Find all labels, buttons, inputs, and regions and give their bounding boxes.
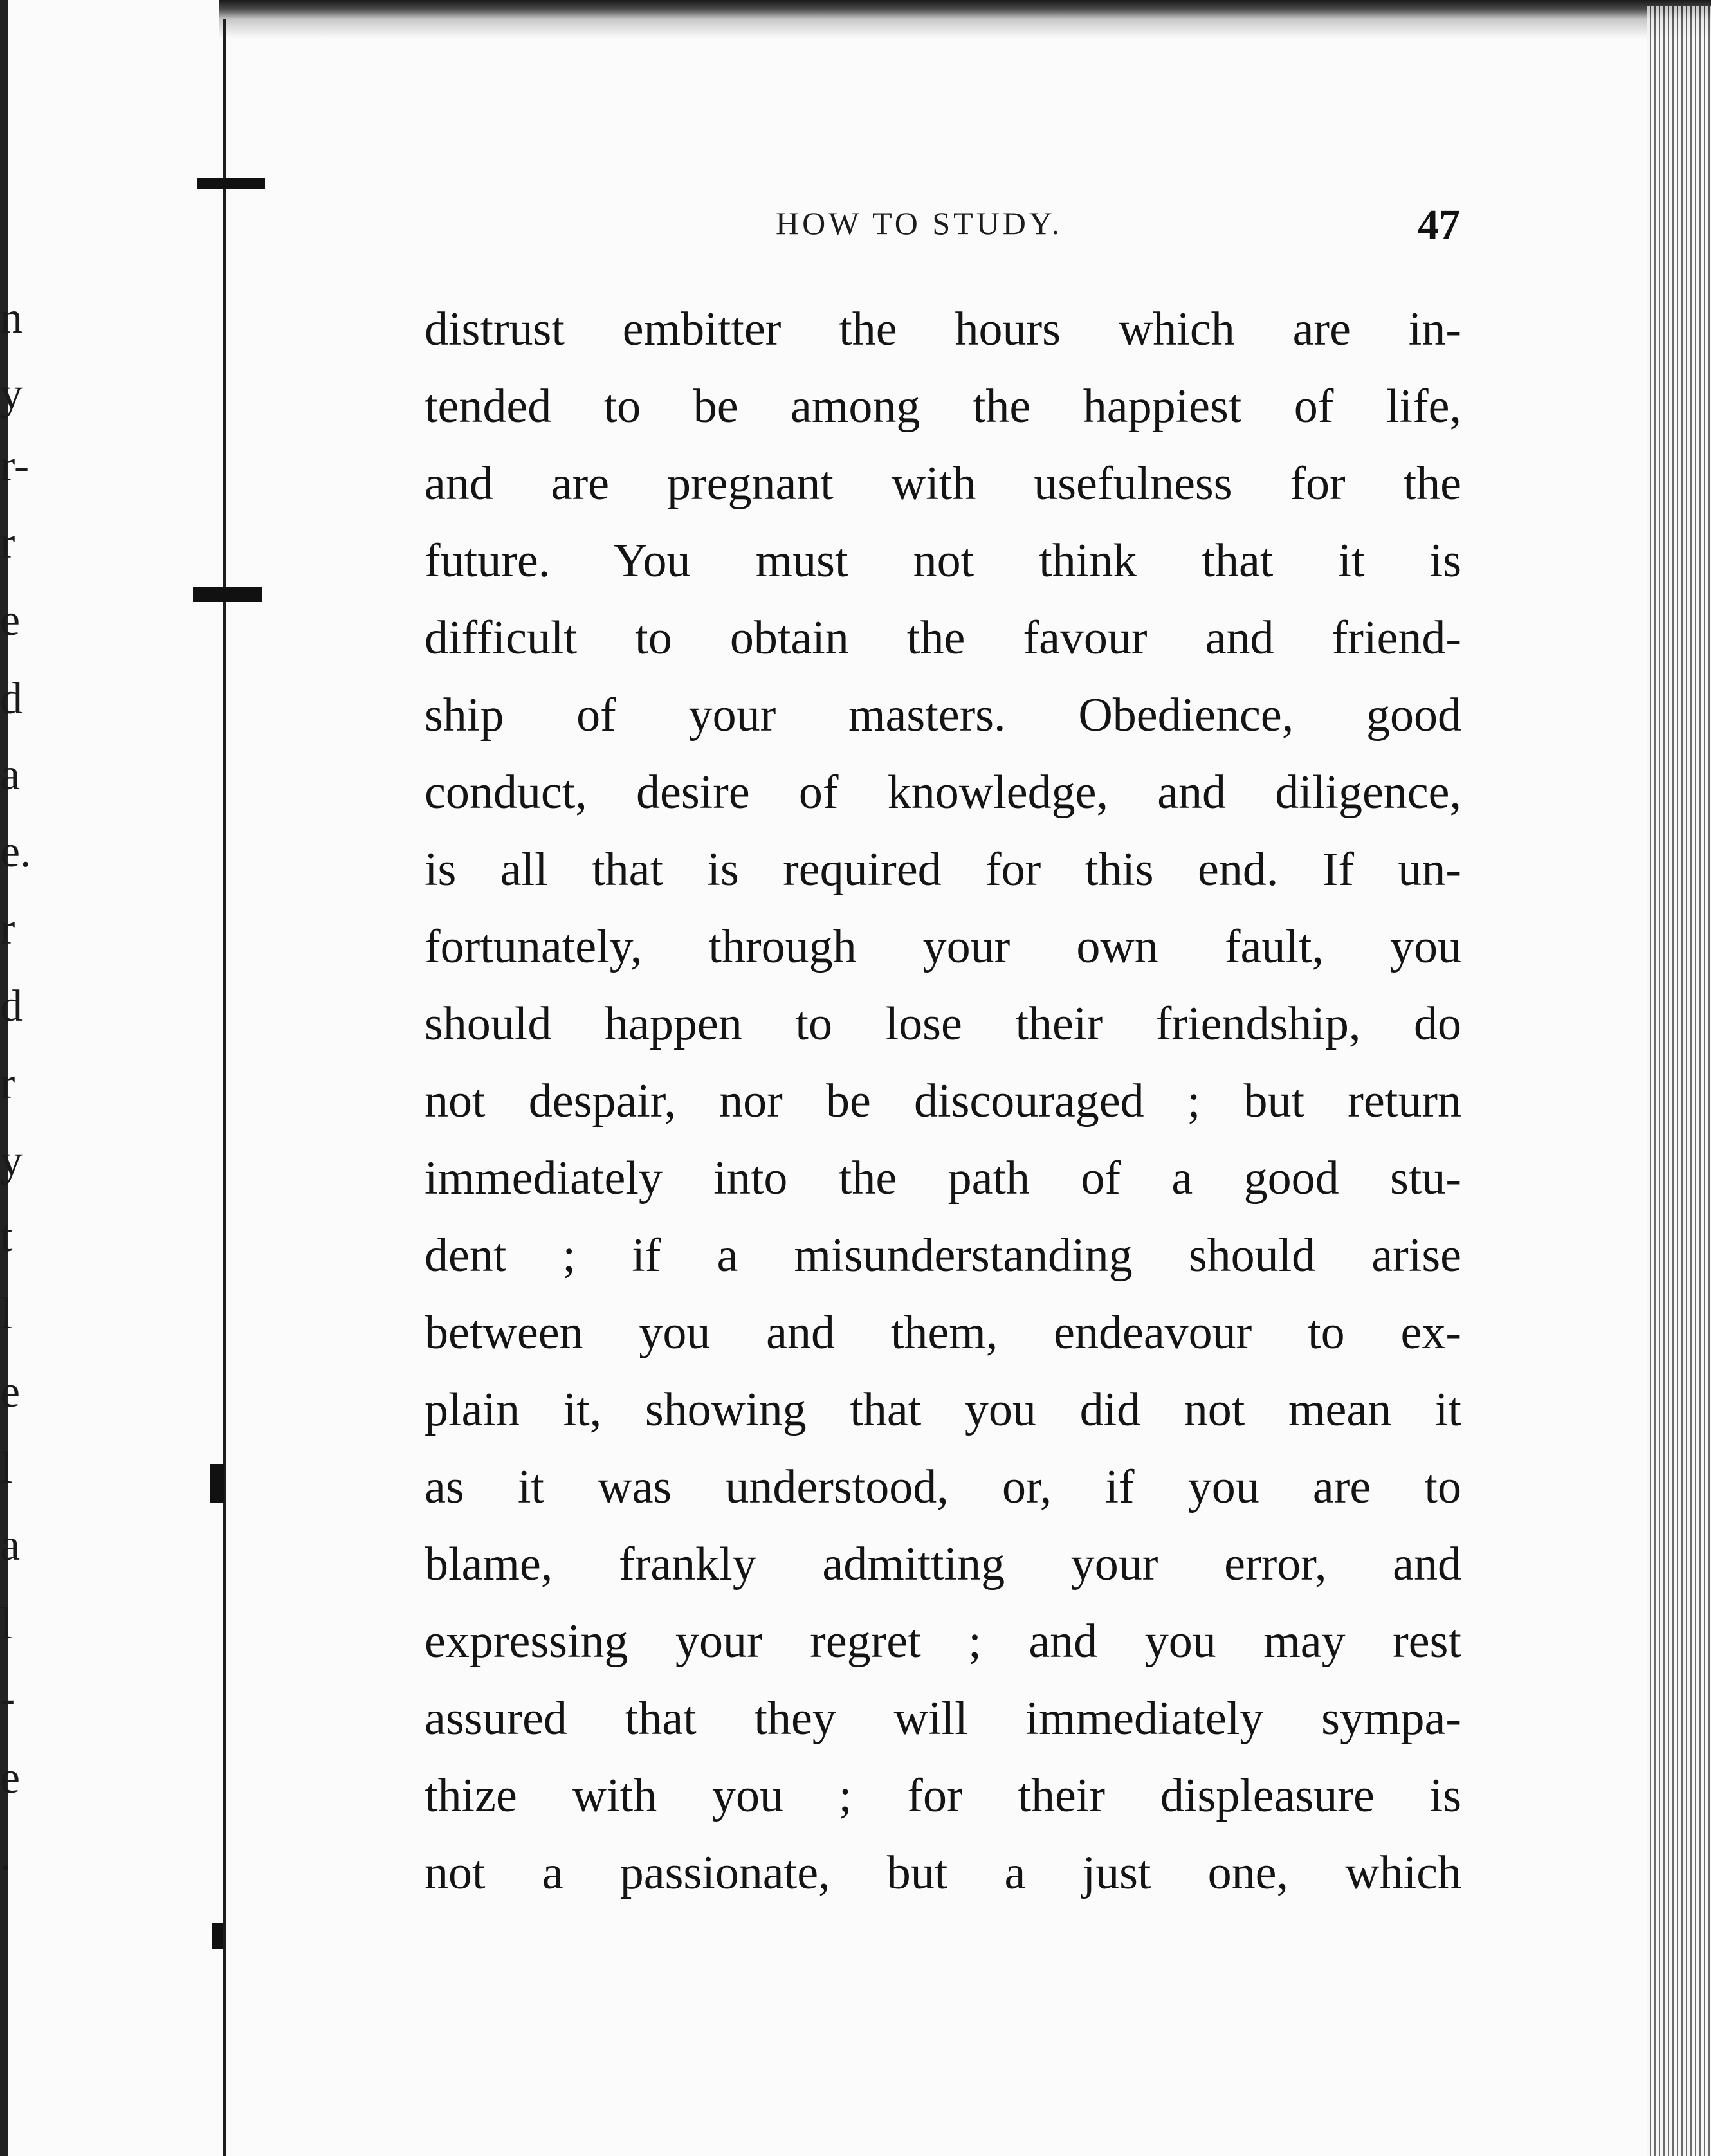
facing-page-fragment: e [0,1367,21,1417]
binding-stitch-mark [197,178,265,189]
facing-page-fragment: t [0,1212,13,1261]
binding-stitch-mark [193,587,262,602]
text-line: expressing your regret ; and you may rest [425,1615,1461,1668]
facing-page-fragment: l [0,1443,13,1493]
facing-page-fragment: n [0,293,23,343]
binding-stitch-mark [212,1923,223,1949]
body-text [425,300,1461,1921]
text-line: not despair, nor be discouraged ; but return [425,1075,1461,1128]
text-line: blame, frankly admitting your error, and [425,1538,1461,1591]
facing-page-fragment: d [0,674,23,724]
text-line: difficult to obtain the favour and friend- [425,612,1461,664]
facing-page-fragment: r [0,1059,15,1108]
text-line: plain it, showing that you did not mean it [425,1384,1461,1436]
text-line: as it was understood, or, if you are to [425,1461,1461,1513]
text-line: conduct, desire of knowledge, and diligence, [425,766,1461,819]
text-line: is all that is required for this end. If un- [425,843,1461,896]
text-line: immediately into the path of a good stu- [425,1152,1461,1205]
text-line: ship of your masters. Obedience, good [425,689,1461,742]
text-line: and are pregnant with usefulness for the [425,457,1461,510]
text-line: dent ; if a misunderstanding should arise [425,1229,1461,1282]
facing-page-fragment: - [0,1674,15,1723]
running-head: HOW TO STUDY. [776,205,1063,241]
text-line: distrust embitter the hours which are in- [425,303,1461,356]
binding-stitch-mark [210,1464,224,1503]
text-line: not a passionate, but a just one, which [425,1847,1461,1899]
text-line: should happen to lose their friendship, do [425,998,1461,1050]
text-line: assured that they will immediately sympa- [425,1692,1461,1745]
binding-gutter-line [223,19,226,2156]
page-edges-stack [1647,6,1711,2156]
facing-page-fragment: e [0,596,21,645]
facing-page-fragment: l [0,1289,13,1338]
facing-page-fragment: . [0,1831,12,1880]
facing-page-fragment: y [0,369,23,419]
page-number: 47 [1418,201,1460,248]
facing-page-fragment: a [0,1521,21,1570]
text-line: tended to be among the happiest of life, [425,380,1461,433]
text-line: between you and them, endeavour to ex- [425,1306,1461,1359]
facing-page-fragment: r- [0,441,30,491]
facing-page-fragment: y [0,1136,23,1185]
facing-page-fragment: l [0,1599,13,1649]
book-top-edge [219,0,1711,39]
facing-page-fragment: e. [0,827,32,877]
facing-page-fragment: e [0,1753,21,1803]
facing-page-fragment: r [0,518,15,568]
text-line: thize with you ; for their displeasure is [425,1769,1461,1822]
text-line: fortunately, through your own fault, you [425,920,1461,973]
facing-page-fragment: d [0,982,23,1031]
text-line: future. You must not think that it is [425,534,1461,587]
facing-page-fragment: a [0,750,21,799]
facing-page-fragment: r [0,904,15,954]
